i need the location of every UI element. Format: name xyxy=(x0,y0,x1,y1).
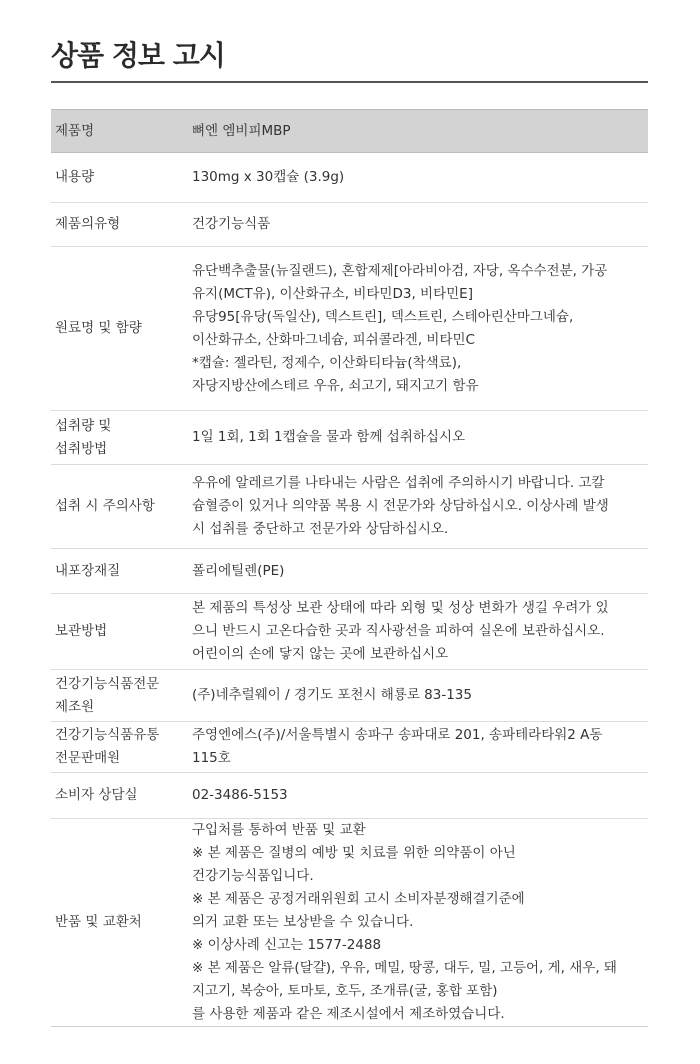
row-value xyxy=(192,594,648,670)
row-value-line: 으니 반드시 고온다습한 곳과 직사광선을 피하여 실온에 보관하십시오. xyxy=(192,623,605,639)
row-label-line: 원료명 및 함량 xyxy=(55,320,142,336)
row-label-line: 내용량 xyxy=(55,169,95,185)
row-label xyxy=(51,247,192,411)
row-value-line: 유지(MCT유), 이산화규소, 비타민D3, 비타민E] xyxy=(192,285,473,302)
row-label xyxy=(51,153,192,203)
row-value-line: 우유에 알레르기를 나타내는 사람은 섭취에 주의하시기 바랍니다. 고칼 xyxy=(192,475,605,491)
row-value xyxy=(192,153,648,203)
row-value-line: 를 사용한 제품과 같은 제조시설에서 제조하였습니다. xyxy=(192,1006,505,1022)
row-value-line: 115호 xyxy=(192,750,231,766)
row-label xyxy=(51,110,192,153)
row-value-line: 130mg x 30캡슐 (3.9g) xyxy=(192,169,345,185)
row-value xyxy=(192,773,648,819)
table-row xyxy=(51,203,648,247)
row-label xyxy=(51,670,192,722)
row-value-line: 주영엔에스(주)/서울특별시 송파구 송파대로 201, 송파테라타워2 A동 xyxy=(192,727,603,743)
row-value-line: 자당지방산에스테르 우유, 쇠고기, 돼지고기 함유 xyxy=(192,377,479,394)
row-label-line: 전문판매원 xyxy=(55,750,121,766)
row-value-line: 본 제품의 특성상 보관 상태에 따라 외형 및 성상 변화가 생길 우려가 있 xyxy=(192,600,609,616)
row-value-line: 지고기, 복숭아, 토마토, 호두, 조개류(굴, 홍합 포함) xyxy=(192,983,498,999)
row-label-line: 섭취 시 주의사항 xyxy=(55,498,155,514)
row-value-line: 1일 1회, 1회 1캡슐을 물과 함께 섭취하십시오 xyxy=(192,429,466,445)
row-label-line: 반품 및 교환처 xyxy=(55,914,142,930)
row-label xyxy=(51,465,192,549)
row-value xyxy=(192,465,648,549)
row-label xyxy=(51,722,192,773)
row-value-line: 슘혈증이 있거나 의약품 복용 시 전문가와 상담하십시오. 이상사례 발생 xyxy=(192,498,609,514)
row-label xyxy=(51,203,192,247)
row-label-line: 섭취량 및 xyxy=(55,417,112,434)
row-value xyxy=(192,203,648,247)
row-value-line: 어린이의 손에 닿지 않는 곳에 보관하십시오 xyxy=(192,646,449,662)
row-label-line: 섭취방법 xyxy=(55,440,108,457)
product-info-table xyxy=(51,109,648,1027)
row-value-line: 유당95[유당(독일산), 덱스트린], 덱스트린, 스테아린산마그네슘, xyxy=(192,308,574,325)
row-label xyxy=(51,411,192,465)
row-value-line: 의거 교환 또는 보상받을 수 있습니다. xyxy=(192,914,414,930)
row-value-line: ※ 본 제품은 공정거래위원회 고시 소비자분쟁해결기준에 xyxy=(192,891,525,907)
table-header-row xyxy=(51,110,648,153)
row-label-line: 건강기능식품전문 xyxy=(55,675,160,692)
row-value xyxy=(192,670,648,722)
table-row xyxy=(51,773,648,819)
row-value-line: 02-3486-5153 xyxy=(192,787,288,803)
row-value-line: ※ 이상사례 신고는 1577-2488 xyxy=(192,937,382,953)
row-value xyxy=(192,411,648,465)
row-value xyxy=(192,247,648,411)
row-label xyxy=(51,773,192,819)
row-value xyxy=(192,549,648,594)
table-row xyxy=(51,670,648,722)
table-row xyxy=(51,722,648,773)
row-value-line: 이산화규소, 산화마그네슘, 피쉬콜라겐, 비타민C xyxy=(192,331,475,348)
row-value-line: *캡슐: 젤라틴, 정제수, 이산화티타늄(착색료), xyxy=(192,354,462,371)
row-label xyxy=(51,549,192,594)
row-value-line: ※ 본 제품은 알류(달걀), 우유, 메밀, 땅콩, 대두, 밀, 고등어, 게, 새우, 돼 xyxy=(192,960,617,976)
row-value-line: 폴리에틸렌(PE) xyxy=(192,562,285,579)
row-label-line: 제품명 xyxy=(55,122,95,139)
title-divider xyxy=(51,81,648,83)
row-label-line: 제품의유형 xyxy=(55,216,121,232)
row-value xyxy=(192,722,648,773)
row-label xyxy=(51,594,192,670)
row-value-line: 뼈엔 엠비피MBP xyxy=(192,122,291,139)
row-label xyxy=(51,819,192,1027)
row-value xyxy=(192,819,648,1027)
row-value-line: (주)네추럴웨이 / 경기도 포천시 해룡로 83-135 xyxy=(192,687,472,703)
table-row xyxy=(51,549,648,594)
product-info-table-body xyxy=(51,110,648,1027)
table-row xyxy=(51,594,648,670)
row-label-line: 제조원 xyxy=(55,698,95,715)
table-row xyxy=(51,819,648,1027)
row-value-line: 건강기능식품 xyxy=(192,216,271,232)
row-label-line: 건강기능식품유통 xyxy=(55,727,160,743)
table-row xyxy=(51,465,648,549)
table-row xyxy=(51,153,648,203)
row-label-line: 내포장재질 xyxy=(55,562,121,579)
row-value-line: 건강기능식품입니다. xyxy=(192,868,314,884)
row-value-line: 구입처를 통하여 반품 및 교환 xyxy=(192,822,366,838)
table-row xyxy=(51,247,648,411)
page-title: 상품 정보 고시 xyxy=(51,39,225,72)
row-value xyxy=(192,110,648,153)
row-value-line: ※ 본 제품은 질병의 예방 및 치료를 위한 의약품이 아닌 xyxy=(192,845,516,861)
row-label-line: 보관방법 xyxy=(55,623,108,639)
row-value-line: 유단백추출물(뉴질랜드), 혼합제제[아라비아검, 자당, 옥수수전분, 가공 xyxy=(192,262,608,279)
row-label-line: 소비자 상담실 xyxy=(55,787,138,803)
table-row xyxy=(51,411,648,465)
row-value-line: 시 섭취를 중단하고 전문가와 상담하십시오. xyxy=(192,521,449,537)
